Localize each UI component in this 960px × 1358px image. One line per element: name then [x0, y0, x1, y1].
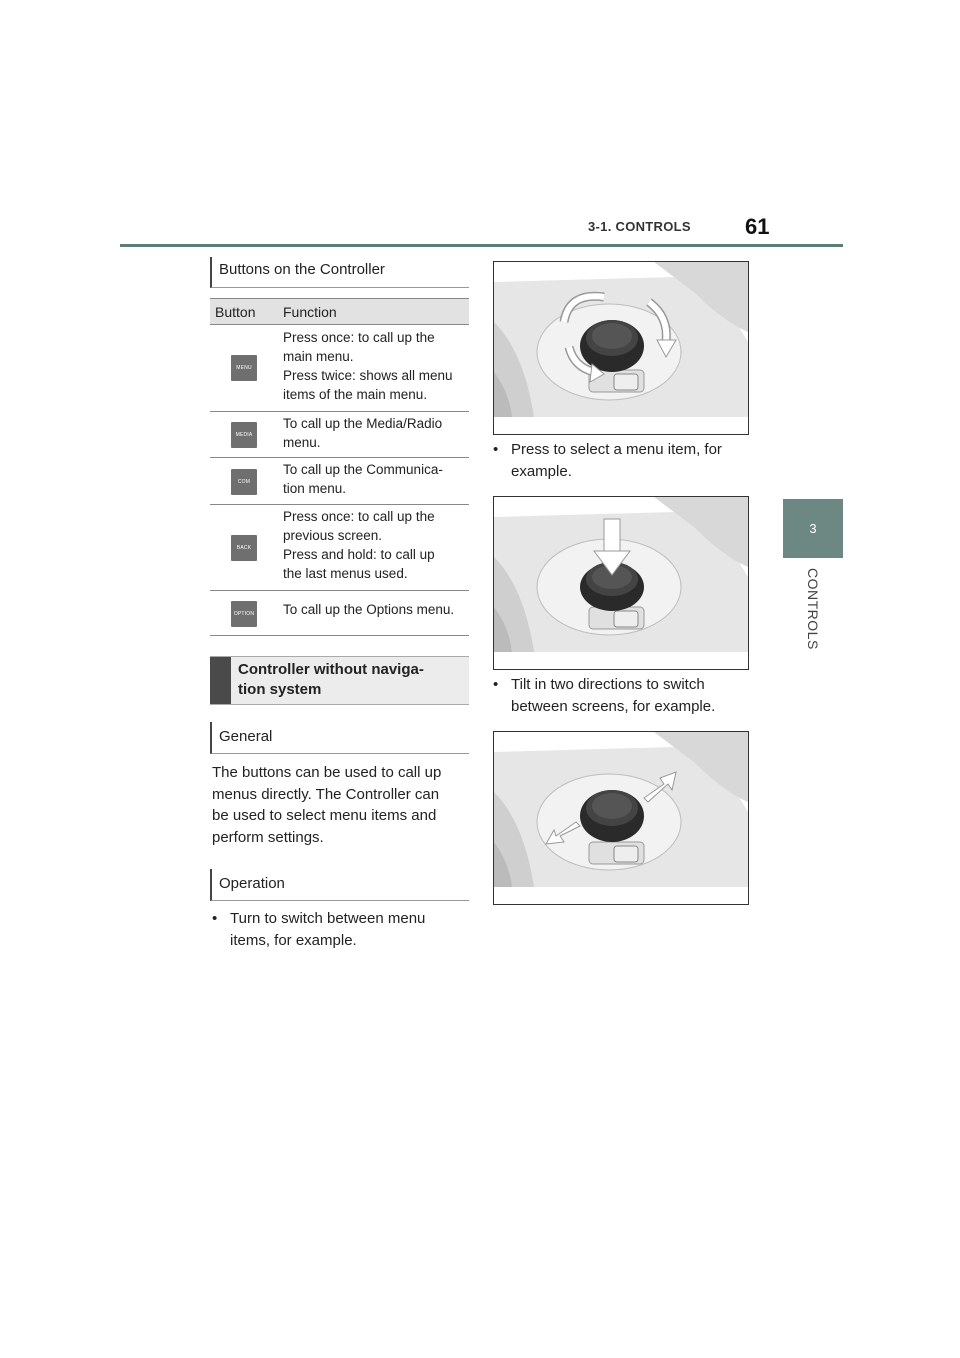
controller-heading: Controller without naviga- tion system	[210, 656, 469, 705]
function-text: To call up the Media/Radio menu.	[283, 416, 443, 450]
general-paragraph: The buttons can be used to call up menus directly. The Controller can be used to select menu items and perform settings.	[212, 764, 442, 846]
column-button: Button	[215, 304, 256, 320]
function-text: Press once: to call up the previous screen. Press and hold: to call up the last menus used.	[283, 509, 435, 581]
header-rule	[120, 244, 843, 247]
bullet-turn: • Turn to switch between menu items, for example.	[212, 910, 426, 949]
controller-turn-figure	[493, 261, 749, 435]
chapter-tab[interactable]: 3	[783, 499, 843, 558]
table-row	[210, 325, 469, 412]
option-button-icon: OPTION	[231, 601, 257, 627]
com-button-icon: COM	[231, 469, 257, 495]
controller-tilt-figure	[493, 731, 749, 905]
back-button-icon: BACK	[231, 535, 257, 561]
page-number: 61	[745, 214, 770, 239]
operation-heading: Operation	[210, 869, 469, 901]
table-row	[210, 458, 469, 505]
chapter-label-text: CONTROLS	[805, 568, 821, 650]
function-text: To call up the Options menu.	[283, 602, 455, 617]
column-function: Function	[283, 304, 337, 320]
bullet-press: • Press to select a menu item, for example.	[493, 441, 722, 480]
buttons-heading: Buttons on the Controller	[210, 257, 469, 288]
controller-press-figure	[493, 496, 749, 670]
general-heading: General	[210, 722, 469, 754]
section-title: 3-1. CONTROLS	[588, 219, 691, 234]
bullet-tilt: • Tilt in two directions to switch between screens, for example.	[493, 676, 716, 715]
table-row	[210, 505, 469, 591]
table-row	[210, 412, 469, 458]
table-row	[210, 591, 469, 636]
chapter-label	[783, 568, 843, 658]
media-button-icon: MEDIA	[231, 422, 257, 448]
menu-button-icon: MENU	[231, 355, 257, 381]
table-header	[210, 298, 469, 325]
heading-bar	[210, 657, 231, 704]
function-text: To call up the Communica- tion menu.	[283, 462, 443, 496]
function-text: Press once: to call up the main menu. Press twice: shows all menu items of the main menu.	[283, 330, 453, 402]
